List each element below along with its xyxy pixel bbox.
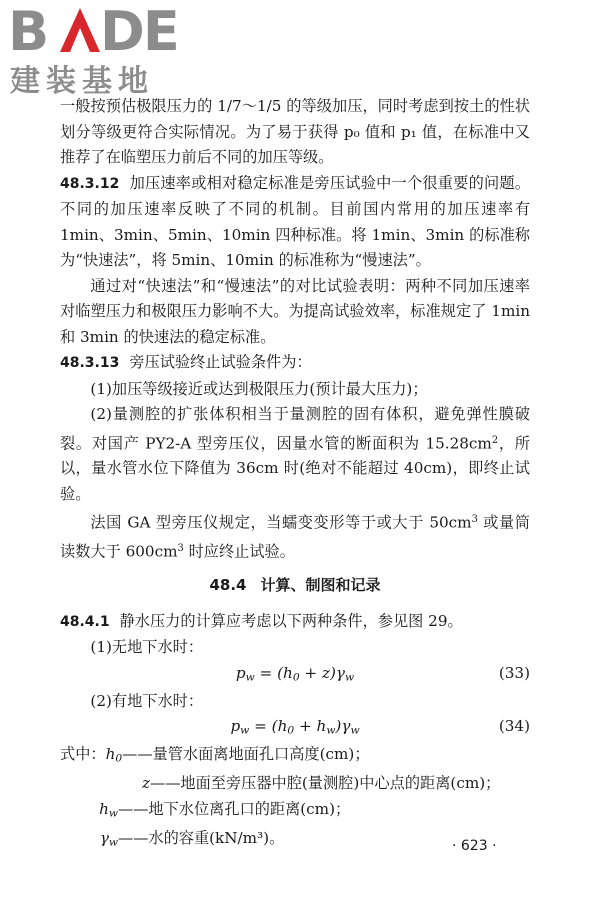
equation-number: (34): [498, 717, 530, 736]
clause-number: 48.4.1: [60, 613, 110, 630]
french-text-b: 或量筒读数大于 600cm: [60, 513, 530, 561]
legend-lead: 式中：: [60, 745, 106, 764]
case-no-groundwater: (1)无地下水时：: [90, 638, 204, 657]
superscript: 3: [471, 514, 478, 526]
clause-text: 旁压试验终止试验条件为：: [129, 353, 312, 371]
equation-33: [60, 661, 530, 689]
superscript: 2: [491, 434, 499, 446]
bade-logo-mark: [8, 6, 178, 54]
clause-text: 加压速率或相对稳定标准是旁压试验中一个很重要的问题。不同的加压速率反映了不同的机制。目前国内常用的加压速率有 1min、3min、5min、10min 四种标准。将 1min、3min 的标准称为“快速法”，将 5min、10min 的标准称为“慢速法”。: [60, 173, 530, 269]
equation-body: $p_w = (h_0 + h_w)\gamma_w$: [230, 717, 360, 737]
legend-row: [60, 742, 530, 771]
paragraph-french-ga: [60, 507, 530, 565]
svg-text:DE: DE: [100, 6, 178, 54]
section-title: 计算、制图和记录: [260, 576, 381, 595]
page-number: · 623 ·: [452, 838, 497, 854]
legend-desc: ——地面至旁压器中腔(量测腔)中心点的距离(cm)；: [150, 774, 501, 793]
condition-item-1: (1)加压等级接近或达到极限压力(预计最大压力)；: [90, 379, 428, 398]
section-number: 48.4: [209, 576, 247, 595]
legend-desc: ——水的容重(kN/m³)。: [118, 829, 285, 848]
legend-symbol: $\gamma_w$: [99, 829, 118, 849]
legend-row: [60, 771, 530, 797]
legend-symbol: $h_w$: [99, 799, 118, 820]
paragraph-comparison: 通过对“快速法”和“慢速法”的对比试验表明：两种不同加压速率对临塑压力和极限压力影响不大。为提高试验效率，标准规定了 1min 和 3min 的快速法的稳定标准。: [60, 276, 530, 346]
equation-number: (33): [498, 663, 530, 682]
condition-item-2-text-b: ，所以，量水管水位下降值为 36cm 时(绝对不能超过 40cm)，即终止试验。: [60, 433, 530, 503]
logo-chinese-text: 建装基地: [10, 64, 154, 99]
legend-desc: ——地下水位离孔口的距离(cm)；: [118, 799, 351, 818]
equation-body: $p_w = (h_0 + z)\gamma_w$: [235, 663, 355, 684]
logo-a-triangle: [60, 8, 100, 52]
clause-number: 48.3.12: [60, 175, 120, 192]
french-text-a: 法国 GA 型旁压仪规定，当蠕变变形等于或大于 50cm: [90, 513, 472, 532]
case-with-groundwater: (2)有地下水时：: [90, 691, 204, 710]
legend-desc: ——量管水面离地面孔口高度(cm)；: [122, 745, 370, 764]
legend-symbol: $h_0$: [105, 745, 123, 765]
condition-item-2-text-a: (2)量测腔的扩张体积相当于量测腔的固有体积，避免弹性膜破裂。对国产 PY2-A 型旁压仪，因量水管的断面积为 15.28cm: [60, 405, 530, 452]
clause-48-3-12: [60, 171, 530, 274]
paragraph-intro: 一般按预估极限压力的 1/7～1/5 的等级加压，同时考虑到按土的性状划分等级更符合实际情况。为了易于获得 p₀ 值和 p₁ 值，在标准中又推荐了在临塑压力前后不同的加压等级。: [60, 97, 530, 166]
bade-logo: [8, 6, 178, 99]
superscript: 3: [177, 543, 184, 555]
clause-text: 静水压力的计算应考虑以下两种条件，参见图 29。: [119, 611, 463, 630]
clause-48-3-13: [60, 350, 530, 377]
page-content: [60, 94, 530, 855]
clause-48-4-1: [60, 609, 530, 636]
legend-row: [60, 797, 530, 826]
french-text-c: 时应终止试验。: [183, 542, 295, 561]
condition-item-2: [60, 402, 530, 507]
svg-text:B: B: [8, 6, 48, 54]
clause-number: 48.3.13: [60, 355, 120, 371]
legend-symbol: z: [141, 774, 150, 793]
section-heading-48-4: [60, 573, 530, 599]
equation-34: [60, 714, 530, 742]
